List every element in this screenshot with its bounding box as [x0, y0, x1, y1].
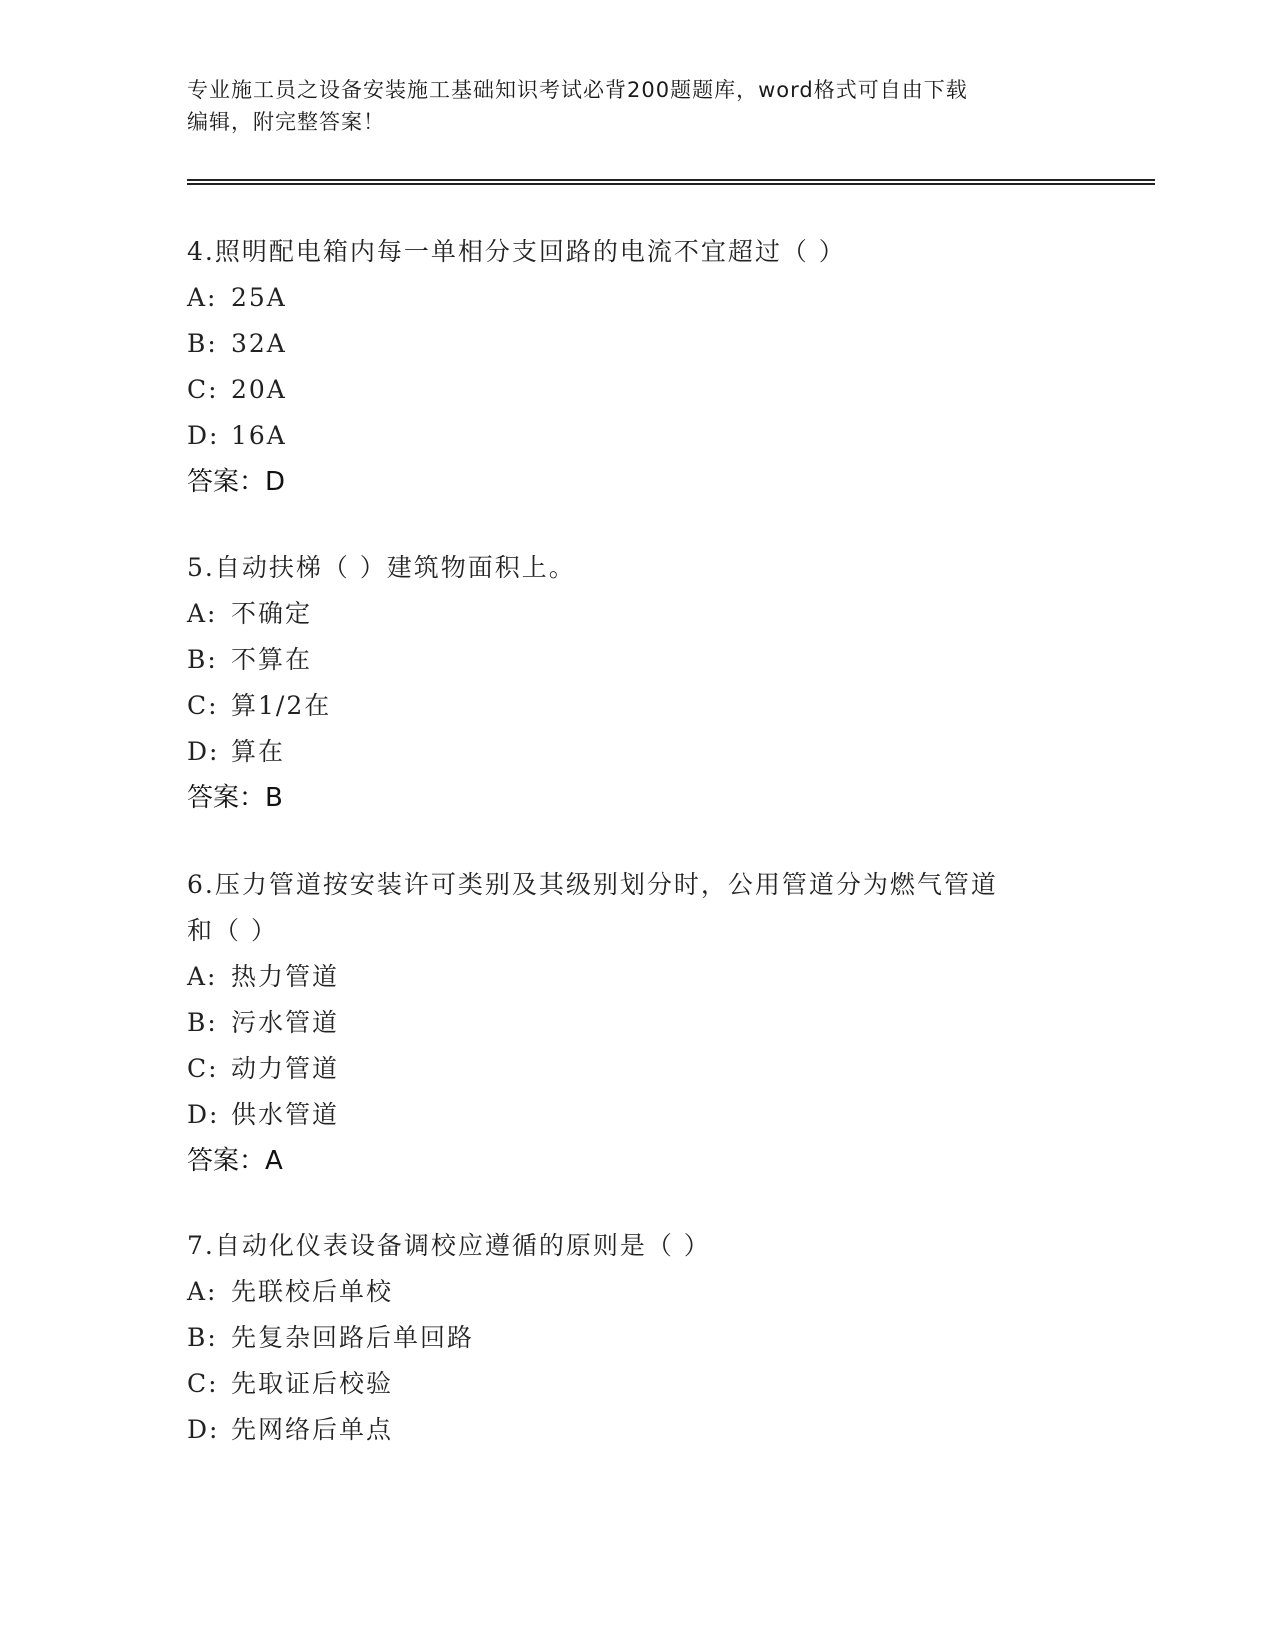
option-text: 热力管道: [231, 962, 340, 991]
option-text: 先网络后单点: [231, 1415, 394, 1444]
option-d: [187, 729, 1087, 775]
option-c: [187, 1361, 1087, 1407]
question-7: [187, 1223, 1087, 1453]
question-6: [187, 862, 1087, 1184]
option-text: 16A: [231, 421, 287, 450]
option-key: D:: [187, 1100, 220, 1129]
option-text: 算1/2在: [231, 691, 332, 720]
question-stem: 5.自动扶梯（ ）建筑物面积上。: [187, 553, 576, 582]
question-stem: 7.自动化仪表设备调校应遵循的原则是（ ）: [187, 1231, 711, 1260]
option-key: A:: [187, 1277, 218, 1306]
option-b: [187, 1000, 1087, 1046]
option-key: C:: [187, 375, 219, 404]
header-line-2: 编辑，附完整答案！: [187, 110, 385, 134]
option-key: A:: [187, 962, 218, 991]
header-divider-bottom: [187, 183, 1155, 185]
option-d: [187, 1092, 1087, 1138]
option-key: A:: [187, 599, 218, 628]
question-stem-line-2: 和（ ）: [187, 916, 278, 945]
option-a: [187, 591, 1087, 637]
document-header: [187, 74, 1087, 138]
option-key: C:: [187, 691, 219, 720]
header-divider-top: [187, 179, 1155, 181]
option-key: B:: [187, 1008, 218, 1037]
option-key: D:: [187, 421, 220, 450]
option-text: 算在: [231, 737, 286, 766]
option-text: 32A: [231, 329, 287, 358]
question-4: [187, 229, 1087, 505]
option-a: [187, 954, 1087, 1000]
header-line-1: 专业施工员之设备安装施工基础知识考试必背200题题库，word格式可自由下载: [187, 78, 968, 102]
question-stem-line-1: 6.压力管道按安装许可类别及其级别划分时，公用管道分为燃气管道: [187, 870, 998, 899]
option-a: [187, 275, 1087, 321]
option-d: [187, 1407, 1087, 1453]
option-c: [187, 1046, 1087, 1092]
option-text: 供水管道: [231, 1100, 340, 1129]
option-c: [187, 367, 1087, 413]
option-text: 不算在: [231, 645, 313, 674]
option-b: [187, 321, 1087, 367]
option-text: 污水管道: [231, 1008, 340, 1037]
option-text: 先联校后单校: [231, 1277, 394, 1306]
option-key: D:: [187, 1415, 220, 1444]
option-key: B:: [187, 645, 218, 674]
question-stem: 4.照明配电箱内每一单相分支回路的电流不宜超过（ ）: [187, 237, 846, 266]
option-text: 动力管道: [231, 1054, 340, 1083]
option-text: 先取证后校验: [231, 1369, 394, 1398]
option-a: [187, 1269, 1087, 1315]
question-5: [187, 545, 1087, 821]
option-c: [187, 683, 1087, 729]
option-text: 25A: [231, 283, 287, 312]
answer: 答案：D: [187, 467, 286, 497]
option-key: B:: [187, 1323, 218, 1352]
option-text: 先复杂回路后单回路: [231, 1323, 475, 1352]
option-b: [187, 1315, 1087, 1361]
option-text: 不确定: [231, 599, 313, 628]
option-key: C:: [187, 1054, 219, 1083]
option-key: A:: [187, 283, 218, 312]
answer: 答案：B: [187, 783, 283, 813]
answer: 答案：A: [187, 1146, 283, 1176]
option-b: [187, 637, 1087, 683]
option-text: 20A: [231, 375, 287, 404]
option-key: D:: [187, 737, 220, 766]
option-d: [187, 413, 1087, 459]
option-key: B:: [187, 329, 218, 358]
option-key: C:: [187, 1369, 219, 1398]
